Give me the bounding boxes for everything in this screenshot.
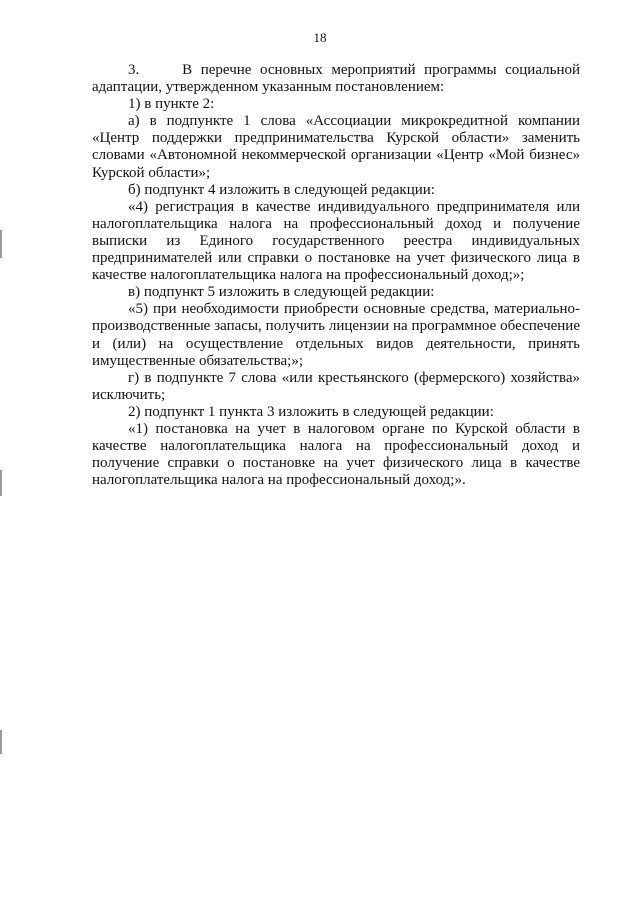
paragraph-item-3-intro: 3. В перечне основных мероприятий программы социальной адаптации, утвержденном указанным постановлением:	[92, 62, 580, 96]
paragraph-subpoint-b: б) подпункт 4 изложить в следующей редакции:	[128, 181, 435, 198]
scan-edge-mark	[0, 470, 2, 496]
scan-edge-mark	[0, 730, 2, 754]
page-number: 18	[313, 30, 327, 45]
scan-edge-mark	[0, 230, 2, 258]
paragraph-point-2: 1) в пункте 2:	[128, 96, 215, 113]
paragraph-point-3: 2) подпункт 1 пункта 3 изложить в следующей редакции:	[128, 403, 494, 420]
paragraph-quote-4: «4) регистрация в качестве индивидуального предпринимателя или налогоплательщика налога на профессиональный доход и получение выписки из Единого государственного реестра индивидуальных предпринимателей или справки о постановке на учет физического лица в качестве налогоплательщика налога на профессиональный доход;»;	[92, 198, 580, 284]
paragraph-subpoint-v: в) подпункт 5 изложить в следующей редакции:	[128, 284, 435, 301]
paragraph-quote-1: «1) постановка на учет в налоговом органе по Курской области в качестве налогоплательщика налога на профессиональный доход и получение справки о постановке на учет физического лица в качестве налогоплательщика налога на профессиональный доход;».	[92, 420, 580, 489]
paragraph-subpoint-a: а) в подпункте 1 слова «Ассоциации микрокредитной компании «Центр поддержки предпринимательства Курской области» заменить словами «Автономной некоммерческой организации «Центр «Мой бизнес» Курской области»;	[92, 113, 580, 181]
paragraph-subpoint-g: г) в подпункте 7 слова «или крестьянского (фермерского) хозяйства» исключить;	[92, 369, 580, 403]
document-body	[92, 62, 580, 489]
paragraph-quote-5: «5) при необходимости приобрести основные средства, материально-производственные запасы, получить лицензии на программное обеспечение и (или) на осуществление отдельных видов деятельности, принять имущественные обязательства;»;	[92, 301, 580, 369]
